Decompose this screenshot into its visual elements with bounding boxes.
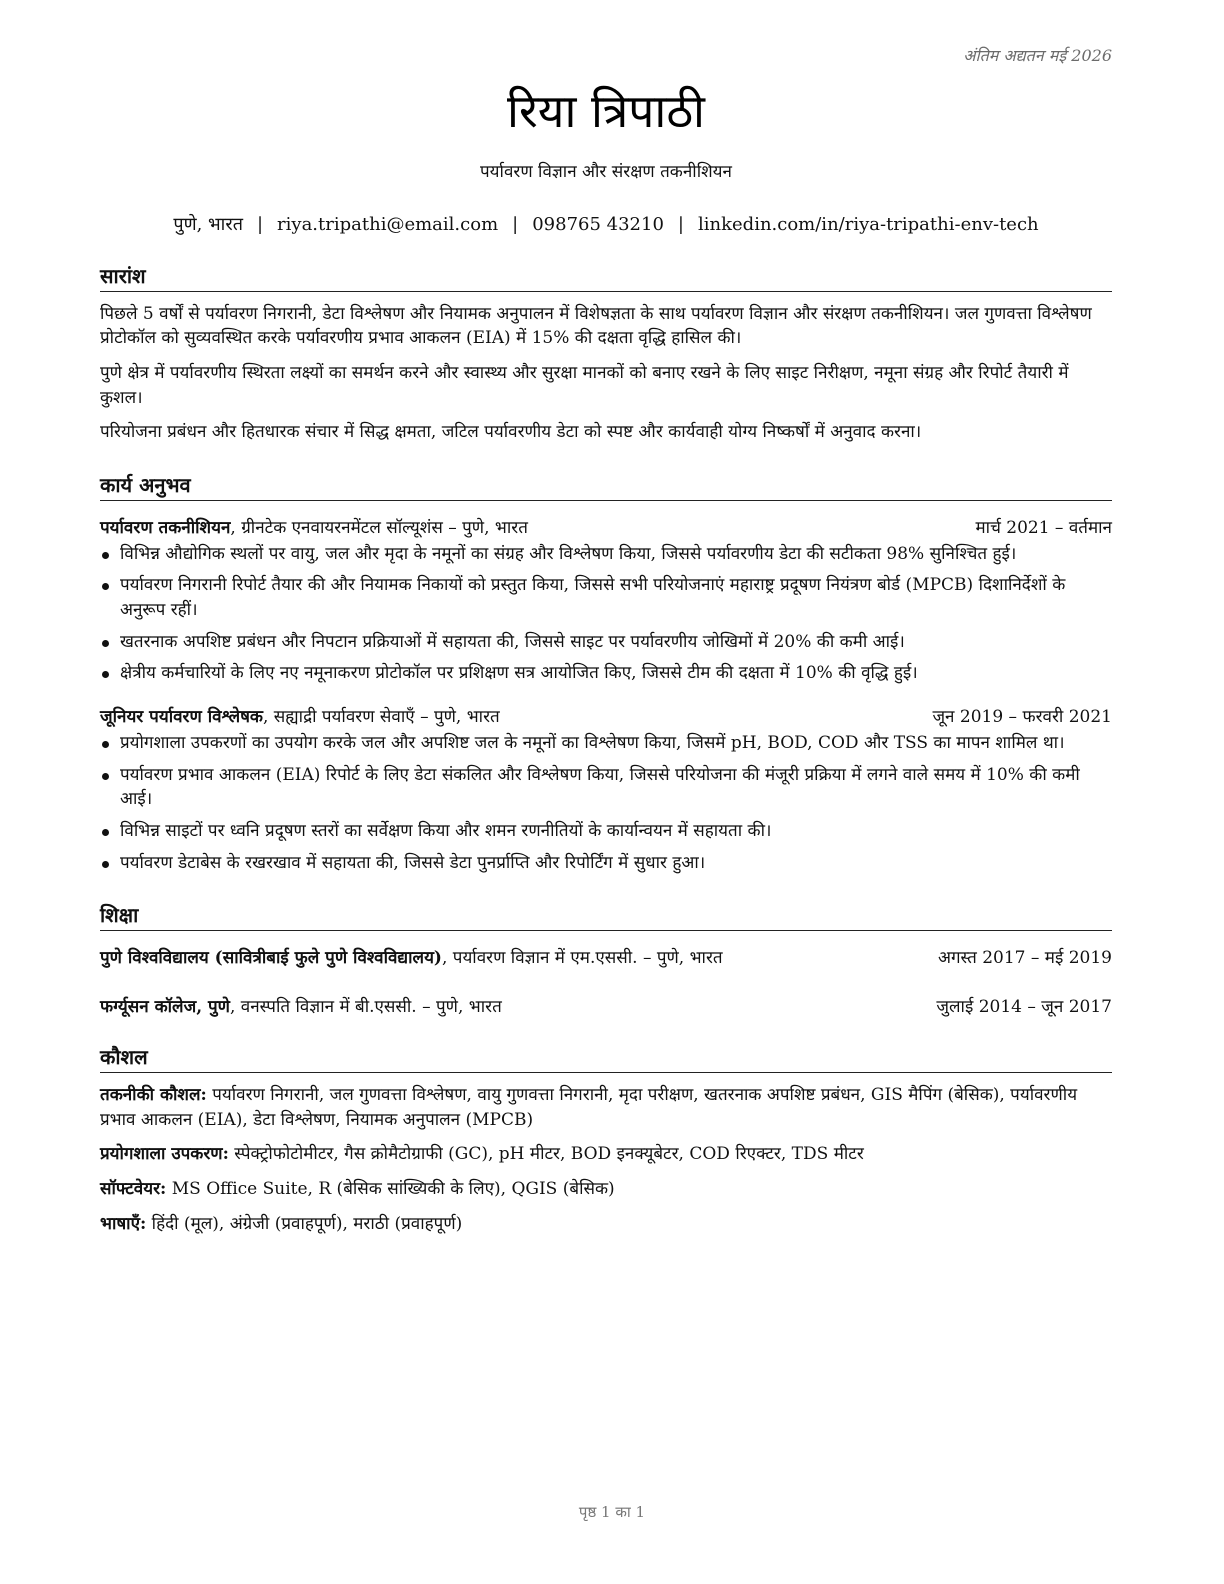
skill-label: भाषाएँ: [100, 1213, 147, 1234]
contact-email[interactable]: riya.tripathi@email.com [277, 213, 499, 235]
skill-label: तकनीकी कौशल: [100, 1085, 207, 1106]
contact-location: पुणे, भारत [173, 213, 243, 235]
candidate-title: पर्यावरण विज्ञान और संरक्षण तकनीशियन [480, 161, 732, 182]
bullet-dot [102, 671, 109, 678]
job-bullet [100, 731, 1112, 756]
bullet-dot [102, 640, 109, 647]
job-dates: मार्च 2021 – वर्तमान [975, 517, 1112, 538]
page-number-footer: पृष्ठ 1 का 1 [578, 1503, 646, 1521]
job-bullet [100, 851, 1112, 876]
education-institution: फर्ग्यूसन कॉलेज, पुणे [100, 997, 230, 1018]
education-title [100, 945, 723, 968]
job-bullet [100, 819, 1112, 844]
bullet-dot [102, 861, 109, 868]
skill-value: पर्यावरण निगरानी, जल गुणवत्ता विश्लेषण, वायु गुणवत्ता निगरानी, मृदा परीक्षण, खतरनाक अपशिष्ट प्रबंधन, GIS मैपिंग (बेसिक), पर्यावरणीय प्रभाव आकलन (EIA), डेटा विश्लेषण, नियामक अनुपालन (MPCB) [100, 1085, 1078, 1130]
job-role-org [100, 704, 500, 727]
contact-line [100, 212, 1112, 236]
bullet-text: पर्यावरण निगरानी रिपोर्ट तैयार की और नियामक निकायों को प्रस्तुत किया, जिससे सभी परियोजनाएं महाराष्ट्र प्रदूषण नियंत्रण बोर्ड (MPCB) दिशानिर्देशों के अनुरूप रहीं। [120, 575, 1066, 621]
bullet-text: पर्यावरण प्रभाव आकलन (EIA) रिपोर्ट के लिए डेटा संकलित और विश्लेषण किया, जिससे परियोजना की मंजूरी प्रक्रिया में लगने वाले समय में 10% की कमी आई। [120, 764, 1080, 810]
job-org: , ग्रीनटेक एनवायरनमेंटल सॉल्यूशंस – पुणे, भारत [230, 517, 528, 538]
skill-row [100, 1083, 1112, 1132]
education-detail: , पर्यावरण विज्ञान में एम.एससी. – पुणे, भारत [441, 948, 723, 969]
skill-value: स्पेक्ट्रोफोटोमीटर, गैस क्रोमैटोग्राफी (GC), pH मीटर, BOD इनक्यूबेटर, COD रिएक्टर, TDS मीटर [228, 1144, 864, 1165]
bullet-dot [102, 741, 109, 748]
job-entry [100, 515, 1112, 686]
job-bullet [100, 542, 1112, 567]
skill-value: हिंदी (मूल), अंग्रेजी (प्रवाहपूर्ण), मराठी (प्रवाहपूर्ण) [146, 1213, 463, 1234]
education-entry [100, 994, 1112, 1017]
job-dates: जून 2019 – फरवरी 2021 [932, 707, 1112, 727]
contact-separator: | [256, 213, 264, 235]
contact-phone: 098765 43210 [532, 213, 664, 235]
skill-label: प्रयोगशाला उपकरण: [100, 1144, 229, 1165]
job-bullets [100, 731, 1112, 875]
job-bullets [100, 542, 1112, 686]
job-header [100, 515, 1112, 538]
job-bullet [100, 573, 1112, 622]
bullet-text: विभिन्न साइटों पर ध्वनि प्रदूषण स्तरों का सर्वेक्षण किया और शमन रणनीतियों के कार्यान्वयन में सहायता की। [120, 820, 772, 841]
education-title [100, 994, 502, 1017]
education-dates: जुलाई 2014 – जून 2017 [936, 997, 1112, 1018]
skill-row [100, 1212, 1112, 1237]
job-header [100, 704, 1112, 727]
job-org: , सह्याद्री पर्यावरण सेवाएँ – पुणे, भारत [262, 707, 500, 727]
candidate-name: रिया त्रिपाठी [507, 84, 705, 138]
skill-row [100, 1177, 1112, 1202]
resume-page [100, 40, 1112, 1236]
summary-paragraph: परियोजना प्रबंधन और हितधारक संचार में सिद्ध क्षमता, जटिल पर्यावरणीय डेटा को स्पष्ट और कार्यवाही योग्य निष्कर्षों में अनुवाद करना। [100, 422, 922, 443]
job-bullet [100, 763, 1112, 812]
contact-separator: | [677, 213, 684, 235]
section-heading-experience: कार्य अनुभव [100, 471, 1112, 501]
bullet-dot [102, 773, 109, 780]
bullet-text: प्रयोगशाला उपकरणों का उपयोग करके जल और अपशिष्ट जल के नमूनों का विश्लेषण किया, जिसमें pH, BOD, COD और TSS का मापन शामिल था। [120, 733, 1065, 753]
contact-linkedin[interactable]: linkedin.com/in/riya-tripathi-env-tech [698, 213, 1039, 235]
job-role: पर्यावरण तकनीशियन [100, 517, 231, 538]
education-detail: , वनस्पति विज्ञान में बी.एससी. – पुणे, भारत [229, 997, 502, 1018]
summary-paragraph: पिछले 5 वर्षों से पर्यावरण निगरानी, डेटा विश्लेषण और नियामक अनुपालन में विशेषज्ञता के साथ पर्यावरण विज्ञान और संरक्षण तकनीशियन। जल गुणवत्ता विश्लेषण प्रोटोकॉल को सुव्यवस्थित करके पर्यावरणीय प्रभाव आकलन (EIA) में 15% की दक्षता वृद्धि हासिल की। [100, 303, 1092, 349]
bullet-text: खतरनाक अपशिष्ट प्रबंधन और निपटान प्रक्रियाओं में सहायता की, जिससे साइट पर पर्यावरणीय जोखिमों में 20% की कमी आई। [120, 631, 905, 652]
bullet-text: पर्यावरण डेटाबेस के रखरखाव में सहायता की, जिससे डेटा पुनर्प्राप्ति और रिपोर्टिंग में सुधार हुआ। [120, 852, 706, 873]
skill-label: सॉफ्टवेयर: [100, 1179, 167, 1200]
last-updated: अंतिम अद्यतन मई 2026 [963, 46, 1112, 65]
job-bullet [100, 661, 1112, 686]
job-role: जूनियर पर्यावरण विश्लेषक [100, 707, 263, 727]
section-heading-education: शिक्षा [100, 901, 1112, 931]
bullet-dot [102, 829, 109, 836]
contact-separator: | [512, 213, 519, 235]
bullet-dot [102, 552, 109, 559]
job-entry [100, 704, 1112, 875]
education-dates: अगस्त 2017 – मई 2019 [937, 948, 1112, 969]
education-entry [100, 945, 1112, 968]
section-heading-skills: कौशल [100, 1043, 1112, 1073]
bullet-text: विभिन्न औद्योगिक स्थलों पर वायु, जल और मृदा के नमूनों का संग्रह और विश्लेषण किया, जिससे पर्यावरणीय डेटा की सटीकता 98% सुनिश्चित हुई। [120, 543, 1017, 564]
skill-value: MS Office Suite, R (बेसिक सांख्यिकी के लिए), QGIS (बेसिक) [166, 1179, 615, 1200]
job-bullet [100, 630, 1112, 655]
job-role-org [100, 515, 528, 538]
bullet-dot [102, 583, 109, 590]
section-heading-summary: सारांश [100, 262, 1112, 292]
education-institution: पुणे विश्वविद्यालय (सावित्रीबाई फुले पुणे विश्वविद्यालय) [100, 948, 442, 969]
skill-row [100, 1142, 1112, 1167]
summary-paragraph: पुणे क्षेत्र में पर्यावरणीय स्थिरता लक्ष्यों का समर्थन करने और स्वास्थ्य और सुरक्षा मानकों को बनाए रखने के लिए साइट निरीक्षण, नमूना संग्रह और रिपोर्ट तैयारी में कुशल। [100, 362, 1069, 408]
bullet-text: क्षेत्रीय कर्मचारियों के लिए नए नमूनाकरण प्रोटोकॉल पर प्रशिक्षण सत्र आयोजित किए, जिससे टीम की दक्षता में 10% की वृद्धि हुई। [120, 663, 918, 684]
